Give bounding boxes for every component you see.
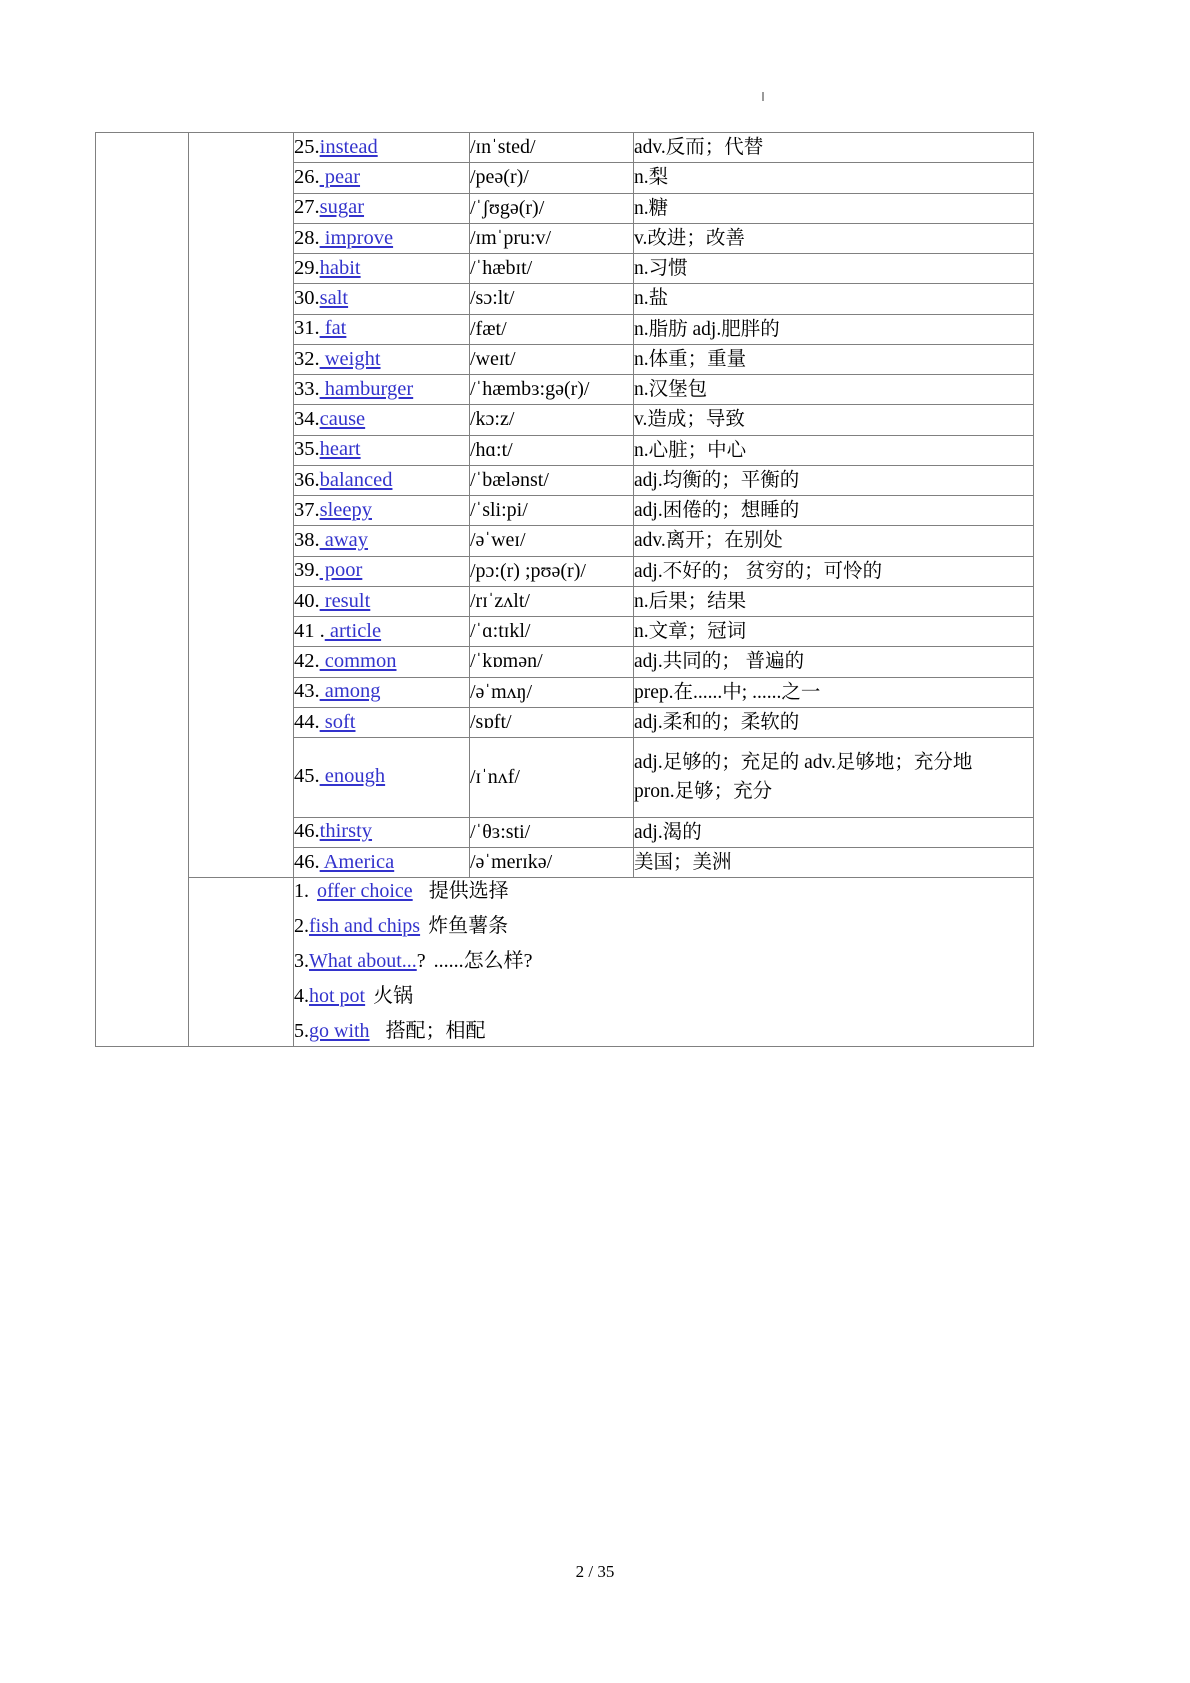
word-number: 43. (294, 680, 320, 703)
phrase-number: 2. (294, 915, 309, 937)
phonetic-cell: /əˈweɪ/ (470, 526, 634, 556)
vocabulary-table (95, 132, 1034, 1047)
word-cell (294, 193, 470, 223)
word-number: 37. (294, 498, 320, 521)
definition-cell: n.梨 (634, 163, 1034, 193)
phrase-chinese: 火锅 (373, 985, 414, 1007)
word-cell (294, 677, 470, 707)
word-number: 33. (294, 377, 320, 400)
word-number: 46. (294, 850, 320, 873)
word-cell (294, 375, 470, 405)
word-term[interactable]: cause (319, 408, 366, 431)
phrase-number: 1. (294, 880, 309, 902)
definition-line: pron.足够；充分 (634, 781, 773, 803)
word-number: 39. (294, 559, 320, 582)
word-cell (294, 707, 470, 737)
table-row (96, 133, 1034, 163)
word-number: 36. (294, 468, 320, 491)
phonetic-cell: /ɪnˈsted/ (470, 133, 634, 163)
phonetic-cell: /ˈɑ:tɪkl/ (470, 617, 634, 647)
word-number: 38. (294, 529, 320, 552)
phrase-english[interactable]: hot pot (309, 985, 366, 1007)
phonetic-cell: /weɪt/ (470, 344, 634, 374)
phrase-item (294, 948, 1033, 974)
phonetic-cell: /əˈmerɪkə/ (470, 847, 634, 877)
phonetic-cell: /rɪˈzʌlt/ (470, 586, 634, 616)
definition-cell: n.盐 (634, 284, 1034, 314)
phonetic-cell: /kɔ:z/ (470, 405, 634, 435)
phonetic-cell: /ɪmˈpru:v/ (470, 223, 634, 253)
word-cell (294, 586, 470, 616)
word-number: 40. (294, 589, 320, 612)
definition-cell: n.脂肪 adj.肥胖的 (634, 314, 1034, 344)
word-number: 41 . (294, 619, 325, 642)
word-term[interactable]: weight (319, 347, 381, 370)
word-cell (294, 405, 470, 435)
word-cell (294, 314, 470, 344)
word-term[interactable]: balanced (319, 468, 393, 491)
vocabulary-table-body (96, 133, 1034, 1047)
phrase-english[interactable]: go with (309, 1020, 370, 1042)
phrase-unit-cell (189, 878, 294, 1047)
phonetic-cell: /ˈsli:pi/ (470, 496, 634, 526)
word-number: 34. (294, 408, 320, 431)
word-number: 25. (294, 135, 320, 158)
word-term[interactable]: salt (319, 287, 349, 310)
phrase-item (294, 878, 1033, 904)
phrase-chinese: 搭配；相配 (385, 1020, 486, 1042)
definition-cell: adv.离开；在别处 (634, 526, 1034, 556)
phrase-item (294, 913, 1033, 939)
word-term[interactable]: result (319, 589, 371, 612)
definition-cell: n.心脏；中心 (634, 435, 1034, 465)
definition-cell: adj.不好的； 贫穷的；可怜的 (634, 556, 1034, 586)
stray-mark (762, 92, 764, 101)
phonetic-cell: /əˈmʌŋ/ (470, 677, 634, 707)
word-number: 42. (294, 650, 320, 673)
word-number: 44. (294, 710, 320, 733)
phonetic-cell: /ˈθɜ:sti/ (470, 817, 634, 847)
word-term[interactable]: hamburger (319, 377, 414, 400)
phrase-english[interactable]: offer choice (317, 880, 413, 902)
definition-cell: n.习惯 (634, 254, 1034, 284)
word-term[interactable]: America (319, 850, 395, 873)
phrase-chinese: ......怎么样? (433, 950, 533, 972)
phrase-chinese: 炸鱼薯条 (428, 915, 509, 937)
word-cell (294, 617, 470, 647)
definition-cell: v.造成；导致 (634, 405, 1034, 435)
word-term[interactable]: poor (319, 559, 363, 582)
phrase-english[interactable]: What about... (309, 950, 417, 972)
word-number: 46. (294, 820, 320, 843)
word-cell (294, 817, 470, 847)
word-term[interactable]: sleepy (319, 498, 372, 521)
phonetic-cell: /ɪˈnʌf/ (470, 738, 634, 818)
phrase-english[interactable]: fish and chips (309, 915, 421, 937)
definition-cell: n.文章；冠词 (634, 617, 1034, 647)
word-cell (294, 435, 470, 465)
word-number: 29. (294, 256, 320, 279)
definition-cell: n.糖 (634, 193, 1034, 223)
definition-cell: n.体重；重量 (634, 344, 1034, 374)
definition-cell: adj.共同的； 普遍的 (634, 647, 1034, 677)
word-cell (294, 465, 470, 495)
definition-cell: v.改进；改善 (634, 223, 1034, 253)
definition-line: adj.足够的；充足的 adv.足够地；充分地 (634, 752, 973, 773)
word-cell (294, 163, 470, 193)
phrase-list (294, 878, 1034, 1047)
definition-cell: n.汉堡包 (634, 375, 1034, 405)
definition-cell: adj.困倦的；想睡的 (634, 496, 1034, 526)
word-number: 30. (294, 287, 320, 310)
definition-cell: adv.反而；代替 (634, 133, 1034, 163)
phonetic-cell: /ˈʃʊgə(r)/ (470, 193, 634, 223)
phrase-block-row (96, 878, 1034, 1047)
phonetic-cell: /fæt/ (470, 314, 634, 344)
word-number: 45. (294, 765, 320, 788)
definition-cell: adj.渴的 (634, 817, 1034, 847)
phonetic-cell: /sɒft/ (470, 707, 634, 737)
phonetic-cell: /ˈhæmbɜ:gə(r)/ (470, 375, 634, 405)
phrase-number: 5. (294, 1020, 309, 1042)
phrase-tail: ? (416, 950, 426, 972)
phonetic-cell: /ˈkɒmən/ (470, 647, 634, 677)
unit-label-cell (189, 133, 294, 878)
phrase-item (294, 1018, 1033, 1044)
word-term[interactable]: habit (319, 256, 361, 279)
word-term[interactable]: improve (319, 226, 394, 249)
phrase-number: 3. (294, 950, 309, 972)
word-term[interactable]: sugar (319, 196, 365, 219)
phonetic-cell: /pɔ:(r) ;pʊə(r)/ (470, 556, 634, 586)
word-term[interactable]: common (319, 650, 397, 673)
definition-cell: prep.在......中; ......之一 (634, 677, 1034, 707)
word-cell (294, 647, 470, 677)
word-term[interactable]: away (319, 529, 369, 552)
word-term[interactable]: pear (319, 166, 361, 189)
word-cell (294, 133, 470, 163)
word-term[interactable]: fat (319, 317, 347, 340)
definition-cell: n.后果；结果 (634, 586, 1034, 616)
word-number: 31. (294, 317, 320, 340)
word-cell (294, 496, 470, 526)
phonetic-cell: /peə(r)/ (470, 163, 634, 193)
word-term[interactable]: article (324, 619, 382, 642)
word-term[interactable]: soft (319, 710, 356, 733)
phrase-item (294, 983, 1033, 1009)
phonetic-cell: /sɔ:lt/ (470, 284, 634, 314)
word-term[interactable]: heart (319, 438, 361, 461)
word-cell (294, 344, 470, 374)
definition-cell: 美国；美洲 (634, 847, 1034, 877)
phrase-number: 4. (294, 985, 309, 1007)
word-cell (294, 526, 470, 556)
word-term[interactable]: enough (319, 765, 386, 788)
word-number: 28. (294, 226, 320, 249)
word-cell (294, 847, 470, 877)
word-term[interactable]: among (319, 680, 381, 703)
word-cell (294, 738, 470, 818)
definition-cell (634, 738, 1034, 818)
word-cell (294, 223, 470, 253)
word-cell (294, 556, 470, 586)
word-term[interactable]: thirsty (319, 820, 373, 843)
word-number: 26. (294, 166, 320, 189)
definition-cell: adj.均衡的；平衡的 (634, 465, 1034, 495)
unit-color-band (96, 133, 189, 1047)
word-cell (294, 254, 470, 284)
word-term[interactable]: instead (319, 135, 378, 158)
word-number: 35. (294, 438, 320, 461)
page-footer: 2 / 35 (575, 1562, 615, 1581)
phrase-chinese: 提供选择 (428, 880, 509, 902)
word-number: 32. (294, 347, 320, 370)
phonetic-cell: /ˈhæbɪt/ (470, 254, 634, 284)
definition-cell: adj.柔和的；柔软的 (634, 707, 1034, 737)
word-cell (294, 284, 470, 314)
vocabulary-sheet (95, 132, 1033, 1047)
phonetic-cell: /ˈbælənst/ (470, 465, 634, 495)
phonetic-cell: /hɑ:t/ (470, 435, 634, 465)
word-number: 27. (294, 196, 320, 219)
